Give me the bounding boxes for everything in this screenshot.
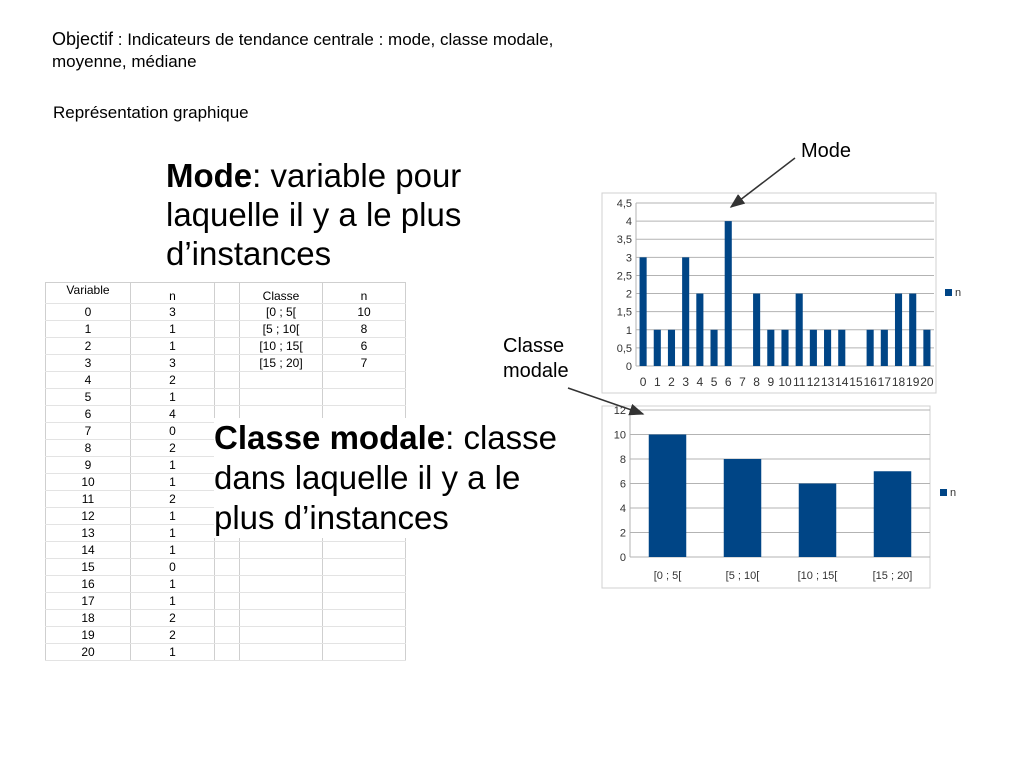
- objective-description: : Indicateurs de tendance centrale : mode, classe modale, moyenne, médiane: [52, 30, 554, 71]
- y-tick-label: 4: [619, 503, 626, 515]
- x-tick-label: 11: [792, 375, 806, 389]
- mode-term: Mode: [166, 157, 253, 194]
- cell-variable: 18: [46, 610, 131, 627]
- y-tick-label: 4,5: [616, 198, 632, 210]
- bar: [824, 330, 831, 366]
- x-tick-label: 20: [920, 375, 934, 389]
- y-tick-label: 2: [619, 527, 626, 540]
- y-tick-label: 1: [625, 324, 632, 337]
- bar: [874, 471, 912, 557]
- cell-variable: 16: [46, 576, 131, 593]
- cell-count: 1: [131, 457, 215, 474]
- bar: [838, 330, 845, 366]
- bar: [810, 330, 817, 366]
- cell-variable: 12: [46, 508, 131, 525]
- bar: [649, 435, 687, 558]
- cell-variable: 13: [46, 525, 131, 542]
- class-bar-chart: [602, 405, 956, 588]
- cell-count: 0: [131, 559, 215, 576]
- y-tick-label: 2,5: [616, 270, 632, 283]
- x-tick-label: 8: [753, 375, 760, 389]
- classe-modale-term: Classe modale: [214, 419, 446, 456]
- bar: [724, 459, 762, 557]
- y-tick-label: 12: [613, 405, 626, 417]
- legend-label: n: [955, 287, 962, 299]
- y-tick-label: 2: [625, 288, 632, 301]
- x-tick-label: [15 ; 20]: [872, 570, 913, 582]
- x-tick-label: 2: [668, 375, 675, 389]
- x-tick-label: 9: [767, 375, 775, 389]
- cell-variable: 1: [46, 321, 131, 338]
- bar: [867, 330, 874, 366]
- mode-annotation: Mode: [801, 140, 852, 162]
- legend-swatch: [940, 489, 947, 496]
- cell-count: 0: [131, 423, 215, 440]
- bar: [696, 294, 703, 366]
- cell-class: [10 ; 15[: [240, 338, 323, 355]
- cell-count: 2: [131, 627, 215, 644]
- cell-count: 2: [131, 372, 215, 389]
- cell-class: [15 ; 20]: [240, 355, 323, 372]
- cell-variable: 19: [46, 627, 131, 644]
- y-tick-label: 0: [619, 552, 626, 564]
- cell-variable: 8: [46, 440, 131, 457]
- x-tick-label: 18: [891, 375, 906, 389]
- x-tick-label: 5: [710, 375, 718, 389]
- bar: [909, 294, 916, 366]
- bar: [711, 330, 718, 366]
- x-tick-label: 1: [653, 375, 661, 389]
- bar: [796, 294, 803, 366]
- x-tick-label: 10: [778, 375, 792, 389]
- cell-class-count: 6: [323, 338, 406, 355]
- y-tick-label: 6: [619, 478, 626, 491]
- header-variable: Variable: [46, 283, 131, 304]
- cell-variable: 10: [46, 474, 131, 491]
- cell-count: 1: [131, 389, 215, 406]
- cell-variable: 5: [46, 389, 131, 406]
- cell-count: 2: [131, 610, 215, 627]
- cell-count: 3: [131, 304, 215, 321]
- cell-count: 1: [131, 593, 215, 610]
- cell-count: 1: [131, 576, 215, 593]
- x-tick-label: 4: [696, 375, 704, 389]
- x-tick-label: 17: [877, 375, 892, 389]
- x-tick-label: [5 ; 10[: [725, 570, 760, 582]
- header-class-n: n: [323, 283, 406, 304]
- x-tick-label: 0: [639, 375, 647, 389]
- bar: [781, 330, 788, 366]
- y-tick-label: 1,5: [616, 306, 632, 319]
- cell-count: 1: [131, 542, 215, 559]
- variable-bar-chart: [602, 193, 961, 393]
- y-tick-label: 0,5: [616, 342, 632, 355]
- cell-variable: 4: [46, 372, 131, 389]
- bar: [895, 294, 902, 366]
- cell-count: 1: [131, 474, 215, 491]
- cell-count: 2: [131, 491, 215, 508]
- x-tick-label: 13: [820, 375, 835, 389]
- cell-class: [0 ; 5[: [240, 304, 323, 321]
- cell-variable: 9: [46, 457, 131, 474]
- cell-variable: 2: [46, 338, 131, 355]
- bar: [767, 330, 774, 366]
- x-tick-label: 12: [806, 375, 821, 389]
- classe-annotation-line1: Classe: [503, 335, 565, 357]
- cell-variable: 14: [46, 542, 131, 559]
- cell-count: 2: [131, 440, 215, 457]
- cell-count: 1: [131, 338, 215, 355]
- x-tick-label: 15: [849, 375, 863, 389]
- x-tick-label: 16: [863, 375, 877, 389]
- cell-count: 4: [131, 406, 215, 423]
- bar: [881, 330, 888, 366]
- y-tick-label: 3: [625, 252, 632, 265]
- x-tick-label: 14: [835, 375, 849, 389]
- bar: [923, 330, 930, 366]
- cell-class-count: 7: [323, 355, 406, 372]
- legend-label: n: [950, 487, 957, 499]
- cell-variable: 0: [46, 304, 131, 321]
- y-tick-label: 4: [625, 216, 632, 229]
- cell-count: 1: [131, 644, 215, 661]
- bar: [725, 221, 732, 366]
- objective-keyword: Objectif: [52, 29, 114, 49]
- legend-swatch: [945, 289, 952, 296]
- x-tick-label: 7: [739, 375, 746, 389]
- cell-variable: 11: [46, 491, 131, 508]
- cell-variable: 7: [46, 423, 131, 440]
- header-n: n: [131, 283, 215, 304]
- x-tick-label: 3: [682, 375, 690, 389]
- bar: [799, 484, 837, 558]
- x-tick-label: 6: [724, 375, 732, 389]
- cell-count: 1: [131, 508, 215, 525]
- bar: [640, 257, 647, 366]
- bar: [682, 257, 689, 366]
- x-tick-label: [10 ; 15[: [797, 570, 838, 582]
- mode-definition-text: : variable pour laquelle il y a le plus d’instances: [166, 157, 462, 272]
- x-tick-label: [0 ; 5[: [653, 570, 682, 582]
- cell-count: 1: [131, 321, 215, 338]
- x-tick-label: 19: [906, 375, 920, 389]
- cell-variable: 15: [46, 559, 131, 576]
- cell-class-count: 8: [323, 321, 406, 338]
- cell-variable: 3: [46, 355, 131, 372]
- y-tick-label: 3,5: [616, 234, 632, 247]
- header-classe: Classe: [240, 283, 323, 304]
- section-subtitle: Représentation graphique: [53, 103, 249, 122]
- cell-class: [5 ; 10[: [240, 321, 323, 338]
- cell-variable: 17: [46, 593, 131, 610]
- bar: [668, 330, 675, 366]
- cell-variable: 6: [46, 406, 131, 423]
- y-tick-label: 10: [613, 429, 626, 442]
- y-tick-label: 0: [625, 361, 632, 373]
- cell-class-count: 10: [323, 304, 406, 321]
- y-tick-label: 8: [619, 454, 626, 466]
- cell-count: 3: [131, 355, 215, 372]
- cell-count: 1: [131, 525, 215, 542]
- bar: [654, 330, 661, 366]
- classe-annotation-line2: modale: [503, 360, 569, 382]
- classe-modale-definition-text: : classe dans laquelle il y a le plus d’instances: [214, 419, 557, 536]
- cell-variable: 20: [46, 644, 131, 661]
- bar: [753, 294, 760, 366]
